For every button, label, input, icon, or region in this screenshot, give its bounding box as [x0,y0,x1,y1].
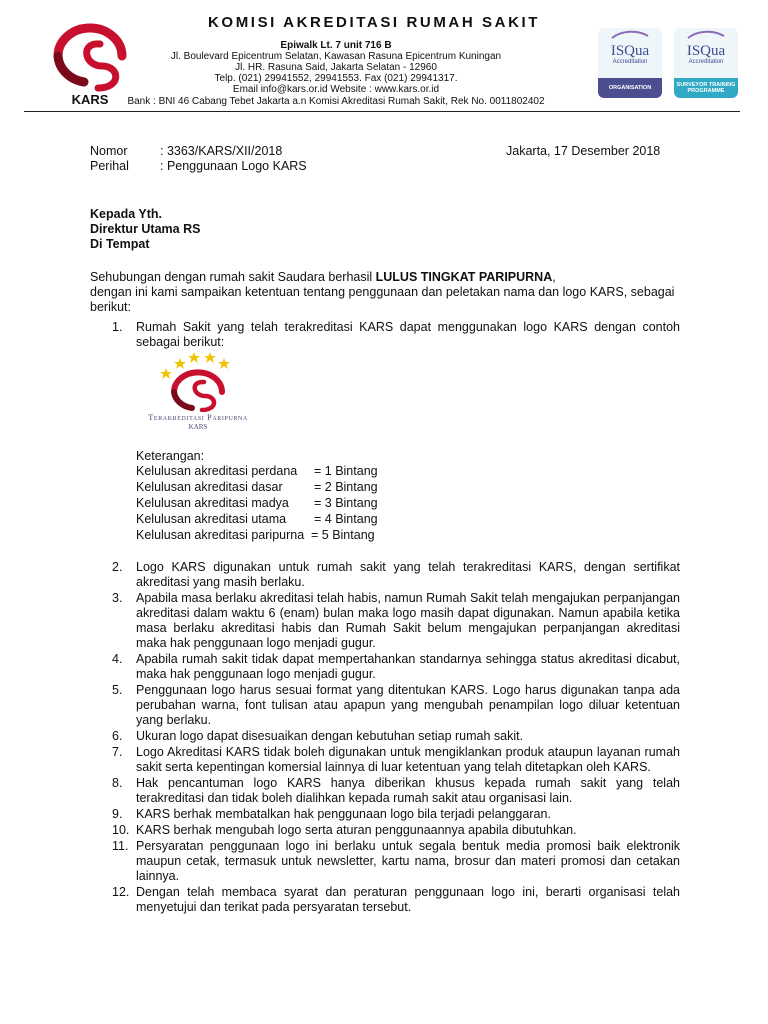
isqua-swoosh-icon [610,30,650,40]
perihal-label: Perihal [90,159,129,173]
phone-line: Telp. (021) 29941552, 29941553. Fax (021) 29941317. [214,73,458,84]
address-line-2: Jl. Boulevard Epicentrum Selatan, Kawasan Rasuna Epicentrum Kuningan [170,51,502,62]
address-line-1: Epiwalk Lt. 7 unit 716 B [280,40,392,51]
keterangan-heading: Keterangan: [136,449,205,463]
isqua-name: ISQua [686,43,726,59]
list-item: 12. Dengan telah membaca syarat dan peraturan penggunaan logo ini, berarti organisasi telah menyetujui dan terikat pada persyaratan tersebut. [112,885,680,914]
list-item: 3. Apabila masa berlaku akreditasi telah habis, namun Rumah Sakit telah mengajukan perpanjangan akreditasi dalam waktu 6 (enam) bulan maka logo masih dapat digunakan. Namun apabila ketika masa berlaku akreditasi habis dan Rumah Sakit belum mengajukan perpanjangan akreditasi maka hak penggunaan logo menjadi gugur. [112,591,680,650]
recipient-line-2: Direktur Utama RS [90,222,201,236]
list-item: 4. Apabila rumah sakit tidak dapat mempertahankan standarnya sehingga status akreditasi dicabut, maka hak penggunaan logo menjadi gugur. [112,652,680,681]
intro-line-2: dengan ini kami sampaikan ketentuan tentang penggunaan dan peletakan nama dan logo KARS, sebagai berikut: [90,285,675,314]
nomor-label: Nomor [90,144,128,158]
intro-pre: Sehubungan dengan rumah sakit Saudara berhasil [90,270,376,284]
isqua-surveyor-badge [674,28,738,98]
list-item: 2. Logo KARS digunakan untuk rumah sakit yang telah terakreditasi KARS, dengan sertifikat akreditasi yang masih berlaku. [112,560,680,589]
five-stars-kars-logo-icon [136,350,260,412]
list-item: 11. Persyaratan penggunaan logo ini berlaku untuk segala bentuk media promosi baik elektronik maupun cetak, termasuk untuk newsletter, kartu nama, brosur dan materi promosi dan cetakan lainnya. [112,839,680,883]
keterangan-row: Kelulusan akreditasi utama = 4 Bintang [136,512,378,526]
item-list-first [112,320,680,351]
keterangan-row: Kelulusan akreditasi madya = 3 Bintang [136,496,378,510]
intro-paragraph [90,270,690,315]
intro-bold: LULUS TINGKAT PARIPURNA [375,270,553,284]
item-list [112,560,680,916]
email-line: Email info@kars.or.id Website : www.kars.or.id [232,84,440,95]
list-item: 10. KARS berhak mengubah logo serta aturan penggunaannya apabila dibutuhkan. [112,823,577,837]
sample-caption-2: KARS [188,423,208,431]
list-item: 9. KARS berhak membatalkan hak penggunaan logo bila terjadi pelanggaran. [112,807,551,821]
nomor-value: : 3363/KARS/XII/2018 [160,144,283,158]
list-item: 6. Ukuran logo dapat disesuaikan dengan kebutuhan setiap rumah sakit. [112,729,524,743]
letter-date: Jakarta, 17 Desember 2018 [506,144,661,158]
isqua-sub: Accreditation [612,59,648,65]
isqua-sub: Accreditation [688,59,724,65]
list-item: 7. Logo Akreditasi KARS tidak boleh digunakan untuk mengiklankan produk ataupun layanan rumah sakit serta kepentingan komersial lainnya di luar ketentuan yang telah ditetapkan oleh KARS. [112,745,680,774]
list-item: 1. Rumah Sakit yang telah terakreditasi KARS dapat menggunakan logo KARS dengan contoh sebagai berikut: [112,320,680,349]
recipient-line-3: Di Tempat [90,237,150,251]
list-item: 5. Penggunaan logo harus sesuai format yang ditentukan KARS. Logo harus digunakan tanpa ada perubahan warna, font tulisan atau apapun yang mengubah penampilan logo diluar ketentuan yang berlaku. [112,683,680,727]
isqua-bottom-label: ORGANISATION [598,78,662,98]
recipient-line-1: Kepada Yth. [90,207,163,221]
keterangan-row: Kelulusan akreditasi paripurna = 5 Bintang [136,528,375,542]
perihal-value: : Penggunaan Logo KARS [160,159,307,173]
isqua-bottom-label: SURVEYOR TRAINING PROGRAMME [674,78,738,98]
org-title: KOMISI AKREDITASI RUMAH SAKIT [208,14,541,31]
sample-caption-1: Terakreditasi Paripurna [148,412,248,422]
bank-line: Bank : BNI 46 Cabang Tebet Jakarta a.n Komisi Akreditasi Rumah Sakit, Rek No. 0011802402 [127,96,545,107]
isqua-swoosh-icon [686,30,726,40]
isqua-name: ISQua [610,43,650,59]
keterangan-row: Kelulusan akreditasi perdana = 1 Bintang [136,464,378,478]
intro-post: , [552,270,556,284]
kars-logo-text: KARS [71,92,109,107]
address-line-3: Jl. HR. Rasuna Said, Jakarta Selatan - 12960 [235,62,437,73]
sample-accreditation-logo [136,350,260,438]
keterangan-row: Kelulusan akreditasi dasar = 2 Bintang [136,480,378,494]
header-divider [24,111,740,112]
list-item: 8. Hak pencantuman logo KARS hanya diberikan khusus kepada rumah sakit yang telah terakreditasi dan tidak boleh dialihkan kepada rumah sakit atau organisasi lain. [112,776,680,805]
isqua-organisation-badge [598,28,662,98]
